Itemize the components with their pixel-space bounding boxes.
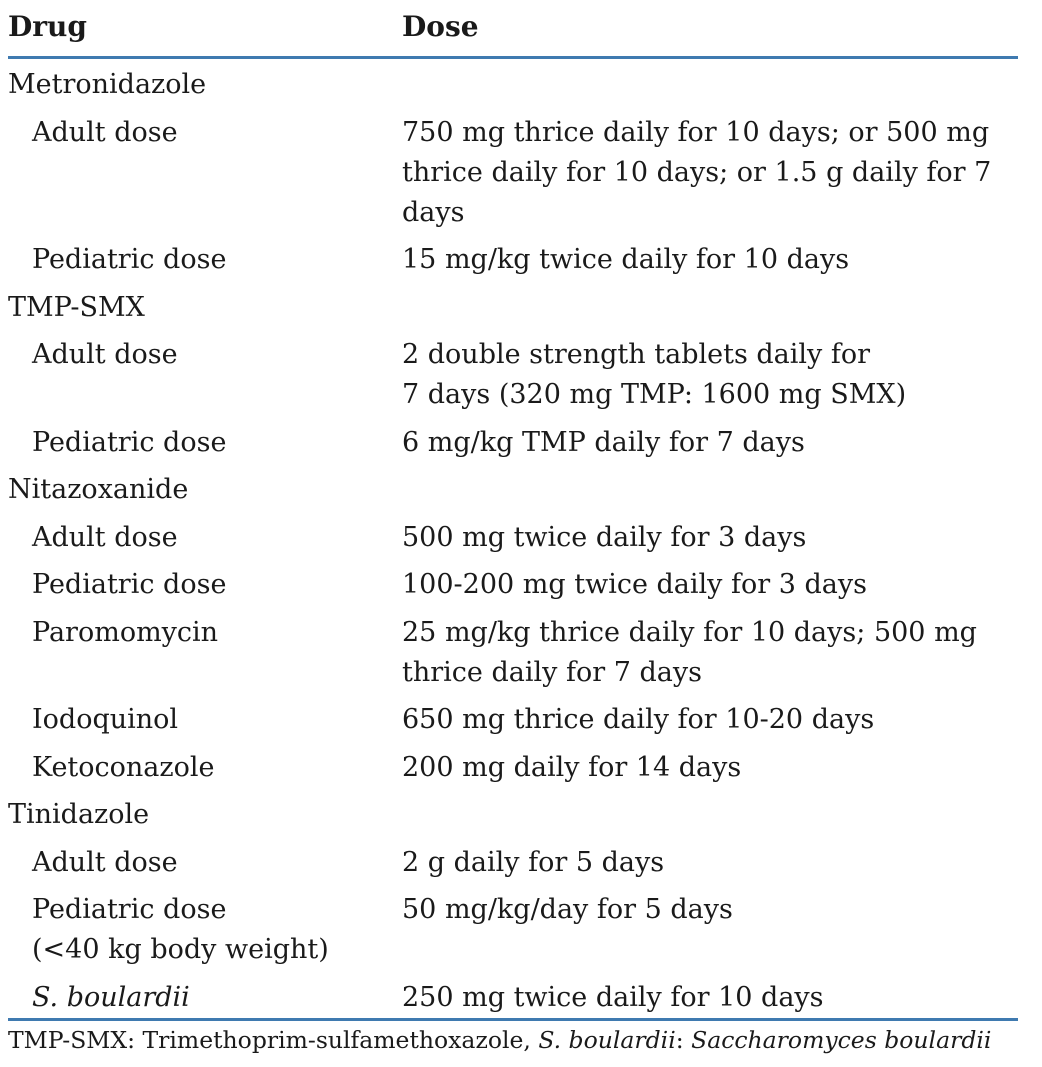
cell-drug: Ketoconazole (32, 751, 215, 783)
cell-drug: Paromomycin (32, 616, 219, 648)
table-bottom-rule (8, 1018, 1018, 1021)
table-row-drug (8, 288, 1018, 336)
cell-dose: 750 mg thrice daily for 10 days; or 500 mg thrice daily for 10 days; or 1.5 g daily for 7 days (402, 116, 992, 228)
cell-drug: S. boulardii (32, 981, 190, 1013)
table-row-subitem (8, 890, 1018, 978)
cell-drug: Pediatric dose (32, 244, 227, 275)
cell-drug: Tinidazole (8, 799, 150, 830)
cell-drug: Metronidazole (8, 69, 207, 100)
cell-dose: 25 mg/kg thrice daily for 10 days; 500 mg thrice daily for 7 days (402, 616, 977, 688)
table-footnote (8, 1024, 1028, 1056)
cell-drug: Pediatric dose (<40 kg body weight) (32, 894, 329, 965)
footnote-abbrev-sb: S. boulardii (538, 1026, 676, 1054)
header-dose: Dose (402, 10, 479, 43)
cell-dose: 500 mg twice daily for 3 days (402, 521, 807, 553)
cell-dose: 250 mg twice daily for 10 days (402, 981, 824, 1013)
table-row-subitem (8, 113, 1018, 241)
cell-drug: Adult dose (32, 116, 178, 148)
table-row-subitem (8, 700, 1018, 748)
cell-dose: 15 mg/kg twice daily for 10 days (402, 244, 850, 275)
table-row-subitem (8, 335, 1018, 423)
cell-dose: 2 double strength tablets daily for 7 days (320 mg TMP: 1600 mg SMX) (402, 339, 907, 410)
header-drug: Drug (8, 10, 87, 43)
cell-dose: 2 g daily for 5 days (402, 846, 665, 878)
cell-drug: Nitazoxanide (8, 474, 189, 505)
cell-drug: Adult dose (32, 339, 178, 370)
footnote-abbrev-tmp: TMP-SMX: Trimethoprim-sulfamethoxazole, (8, 1026, 539, 1054)
table-row-subitem (8, 748, 1018, 796)
cell-drug: Pediatric dose (32, 569, 227, 600)
table-row-subitem (8, 843, 1018, 891)
table-row-subitem (8, 240, 1018, 288)
table-row-drug (8, 65, 1018, 113)
footnote-sep: : (675, 1026, 692, 1054)
table-header (8, 0, 1018, 59)
table-row-subitem (8, 565, 1018, 613)
cell-dose: 200 mg daily for 14 days (402, 751, 742, 783)
table-row-subitem (8, 613, 1018, 701)
cell-drug: TMP-SMX (8, 291, 145, 323)
cell-drug: Iodoquinol (32, 704, 179, 735)
table-row-drug (8, 795, 1018, 843)
dosing-table (8, 0, 1018, 1025)
table-row-subitem (8, 423, 1018, 471)
cell-dose: 6 mg/kg TMP daily for 7 days (402, 426, 805, 458)
cell-drug: Pediatric dose (32, 426, 227, 458)
cell-dose: 650 mg thrice daily for 10-20 days (402, 704, 875, 735)
footnote-sb-full: Saccharomyces boulardii (691, 1026, 992, 1054)
table-row-subitem (8, 518, 1018, 566)
cell-dose: 100-200 mg twice daily for 3 days (402, 569, 867, 600)
cell-drug: Adult dose (32, 846, 178, 878)
cell-dose: 50 mg/kg/day for 5 days (402, 894, 733, 925)
cell-drug: Adult dose (32, 521, 178, 553)
table-body (8, 59, 1018, 1025)
table-row-drug (8, 470, 1018, 518)
